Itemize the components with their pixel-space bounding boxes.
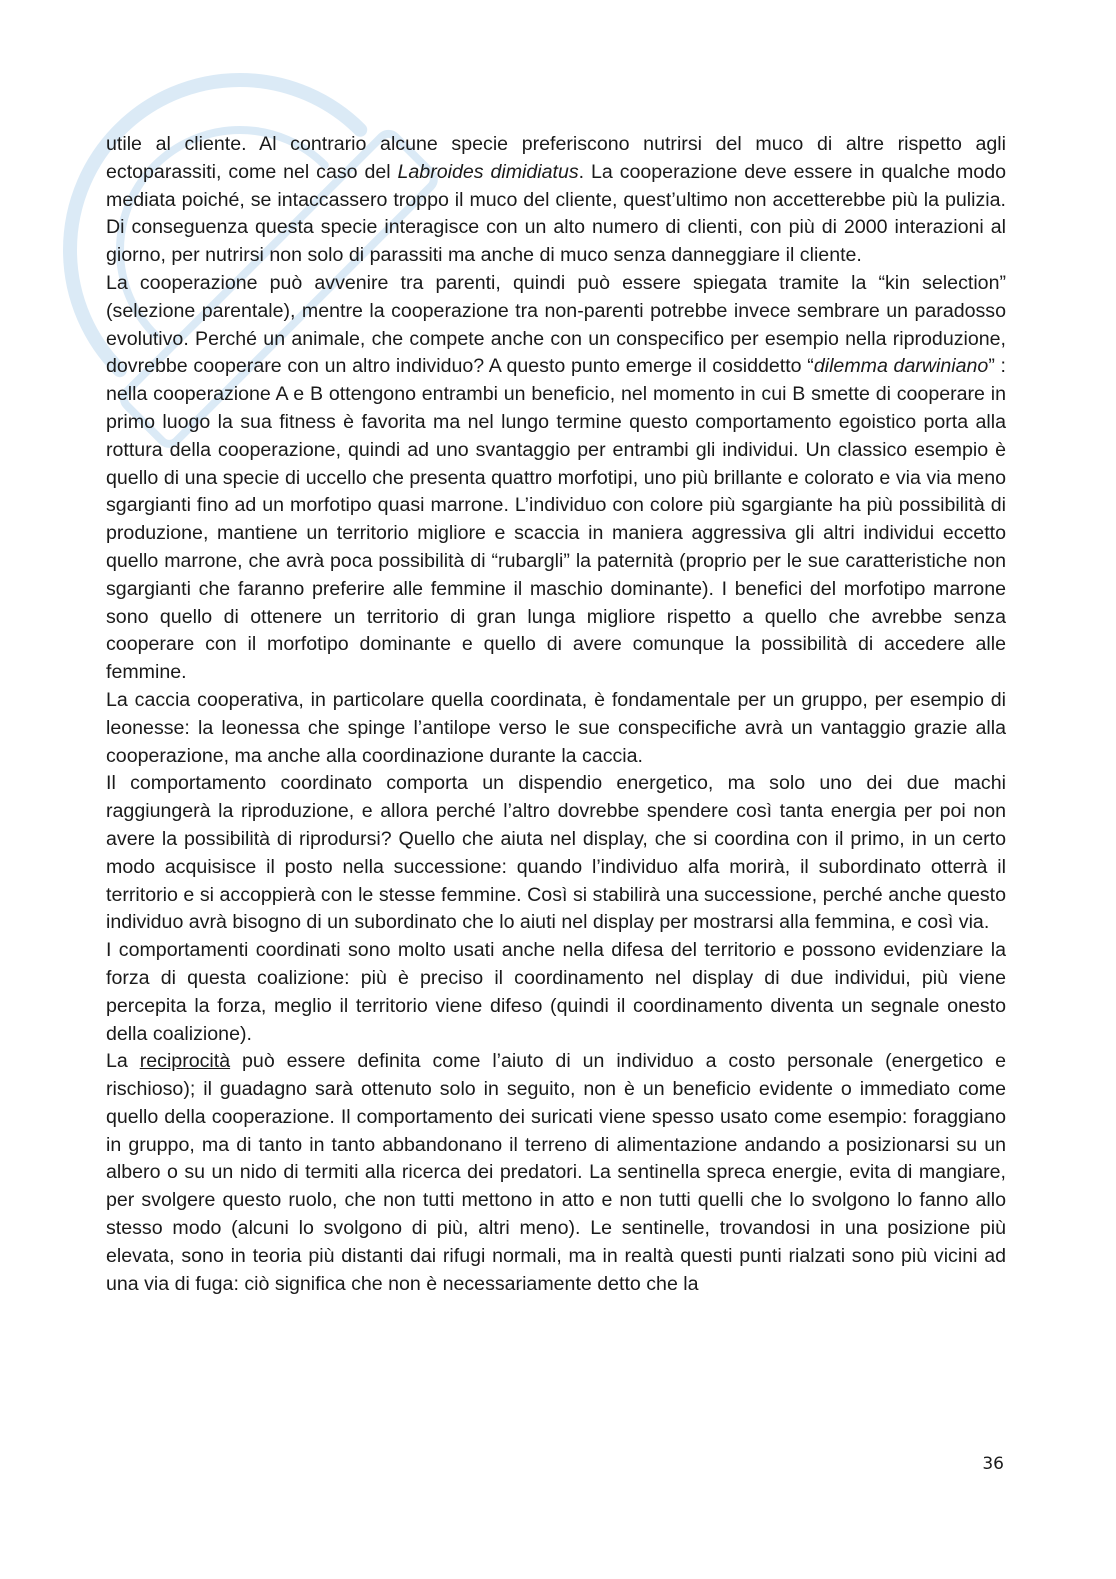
- italic-species-name: Labroides dimidiatus: [397, 160, 579, 183]
- paragraph: [106, 770, 1006, 937]
- paragraph-text: . La cooperazione deve essere in qualche modo mediata poiché, se intaccassero troppo il muco del cliente, quest’ultimo non accetterebbe più la pulizia. Di conseguenza questa specie interagisce con un alto numero di clienti, con più di 2000 interazioni al giorno, per nutrirsi non solo di parassiti ma anche di muco senza danneggiare il cliente.: [106, 160, 1006, 267]
- page-number: 36: [982, 1454, 1004, 1474]
- paragraph-text: I comportamenti coordinati sono molto usati anche nella difesa del territorio e possono evidenziare la forza di questa coalizione: più è preciso il coordinamento nel display di due individui, più viene percepita la forza, meglio il territorio viene difeso (quindi il coordinamento diventa un segnale onesto della coalizione).: [106, 939, 1006, 1045]
- paragraph-text: ” : nella cooperazione A e B ottengono entrambi un beneficio, nel momento in cui B smette di cooperare in primo luogo la sua fitness è favorita ma nel lungo termine questo comportamento egoistico porta alla rottura della cooperazione, quindi ad uno svantaggio per entrambi gli individui. Un classico esempio è quello di una specie di uccello che presenta quattro morfotipi, uno più brillante e colorato e via via meno sgargianti fino ad un morfotipo quasi marrone. L’individuo con colore più sgargiante ha più possibilità di produzione, mantiene un territorio migliore e scaccia in maniera aggressiva gli altri individui eccetto quello marrone, che avrà poca possibilità di “rubargli” la paternità (proprio per le sue caratteristiche non sgargianti che faranno preferire alle femmine il maschio dominante). I benefici del morfotipo marrone sono quello di ottenere un territorio di gran lunga migliore rispetto a quello che avrebbe senza cooperare con il morfotipo dominante e quello di avere comunque la possibilità di accedere alle femmine.: [106, 355, 1006, 684]
- paragraph-text: La: [106, 1050, 140, 1073]
- paragraph: [106, 687, 1006, 770]
- paragraph-text: Il comportamento coordinato comporta un dispendio energetico, ma solo uno dei due machi raggiungerà la riproduzione, e allora perché l’altro dovrebbe spendere così tanta energia per poi non avere la possibilità di riprodursi? Quello che aiuta nel display, che si coordina con il primo, in un certo modo acquisisce il posto nella successione: quando l’individuo alfa morirà, il subordinato otterrà il territorio e si accoppierà con le stesse femmine. Così si stabilirà una successione, perché anche questo individuo avrà bisogno di un subordinato che lo aiuti nel display per mostrarsi alla femmina, e così via.: [106, 772, 1006, 934]
- paragraph-text: La cooperazione può avvenire tra parenti, quindi può essere spiegata tramite la “kin selection” (selezione parentale), mentre la cooperazione tra non-parenti potrebbe invece sembrare un paradosso evolutivo. Perché un animale, che compete anche con un conspecifico per esempio nella riproduzione, dovrebbe cooperare con un altro individuo? A questo punto emerge il cosiddetto “: [106, 271, 1006, 378]
- underlined-term: reciprocità: [139, 1050, 231, 1073]
- paragraph: [106, 1048, 1006, 1298]
- paragraph-text: La caccia cooperativa, in particolare quella coordinata, è fondamentale per un gruppo, per esempio di leonesse: la leonessa che spinge l’antilope verso le sue conspecifiche avrà un vantaggio grazie alla cooperazione, ma anche alla coordinazione durante la caccia.: [106, 688, 1006, 767]
- italic-term: dilemma darwiniano: [813, 355, 989, 378]
- paragraph-text: utile al cliente. Al contrario alcune specie preferiscono nutrirsi del muco di altre rispetto agli ectoparassiti, come nel caso del: [106, 133, 1006, 183]
- body-text: [106, 131, 1006, 1298]
- paragraph: [106, 270, 1006, 687]
- paragraph: [106, 937, 1006, 1048]
- paragraph: [106, 131, 1006, 270]
- paragraph-text: può essere definita come l’aiuto di un individuo a costo personale (energetico e rischioso); il guadagno sarà ottenuto solo in seguito, non è un beneficio evidente o immediato come quello della cooperazione. Il comportamento dei suricati viene spesso usato come esempio: foraggiano in gruppo, ma di tanto in tanto abbandonano il terreno di alimentazione andando a posizionarsi su un albero o su un nido di termiti alla ricerca dei predatori. La sentinella spreca energie, evita di mangiare, per svolgere questo ruolo, che non tutti mettono in atto e non tutti quelli che lo svolgono lo fanno allo stesso modo (alcuni lo svolgono di più, altri meno). Le sentinelle, trovandosi in una posizione più elevata, sono in teoria più distanti dai rifugi normali, ma in realtà questi punti rialzati sono più vicini ad una via di fuga: ciò significa che non è necessariamente detto che la: [106, 1050, 1006, 1295]
